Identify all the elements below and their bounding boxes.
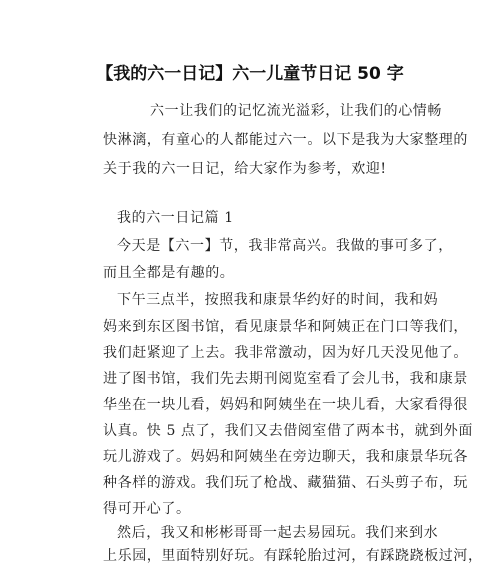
paragraph-line: 得可开心了。 bbox=[103, 501, 191, 517]
section-heading: 我的六一日记篇 1 bbox=[117, 210, 234, 226]
paragraph-line: 然后，我又和彬彬哥哥一起去易园玩。我们来到水 bbox=[117, 525, 439, 541]
paragraph-line: 玩儿游戏了。妈妈和阿姨坐在旁边聊天，我和康景华玩各 bbox=[103, 449, 468, 465]
paragraph-line: 华坐在一块儿看，妈妈和阿姨坐在一块儿看，大家看得很 bbox=[103, 397, 468, 413]
intro-line: 六一让我们的记忆流光溢彩，让我们的心情畅 bbox=[150, 103, 442, 119]
paragraph-line: 进了图书馆，我们先去期刊阅览室看了会儿书，我和康景 bbox=[103, 371, 468, 387]
paragraph-line: 妈来到东区图书馆，看见康景华和阿姨正在门口等我们， bbox=[103, 319, 468, 335]
intro-line: 快淋漓，有童心的人都能过六一。以下是我为大家整理的 bbox=[103, 132, 468, 148]
paragraph-line: 我们赶紧迎了上去。我非常激动，因为好几天没见他了。 bbox=[103, 345, 468, 361]
paragraph-line: 而且全都是有趣的。 bbox=[103, 265, 235, 281]
paragraph-line: 今天是【六一】节，我非常高兴。我做的事可多了， bbox=[117, 238, 453, 254]
paragraph-line: 下午三点半，按照我和康景华约好的时间，我和妈 bbox=[117, 292, 439, 308]
intro-line: 关于我的六一日记，给大家作为参考，欢迎! bbox=[103, 161, 387, 177]
paragraph-line: 上乐园，里面特别好玩。有踩轮胎过河，有踩跷跷板过河， bbox=[103, 548, 483, 564]
document-title: 【我的六一日记】六一儿童节日记 50 字 bbox=[96, 64, 404, 84]
paragraph-line: 认真。快 5 点了，我们又去借阅室借了两本书，就到外面 bbox=[103, 423, 474, 439]
paragraph-line: 种各样的游戏。我们玩了枪战、藏猫猫、石头剪子布，玩 bbox=[103, 475, 468, 491]
